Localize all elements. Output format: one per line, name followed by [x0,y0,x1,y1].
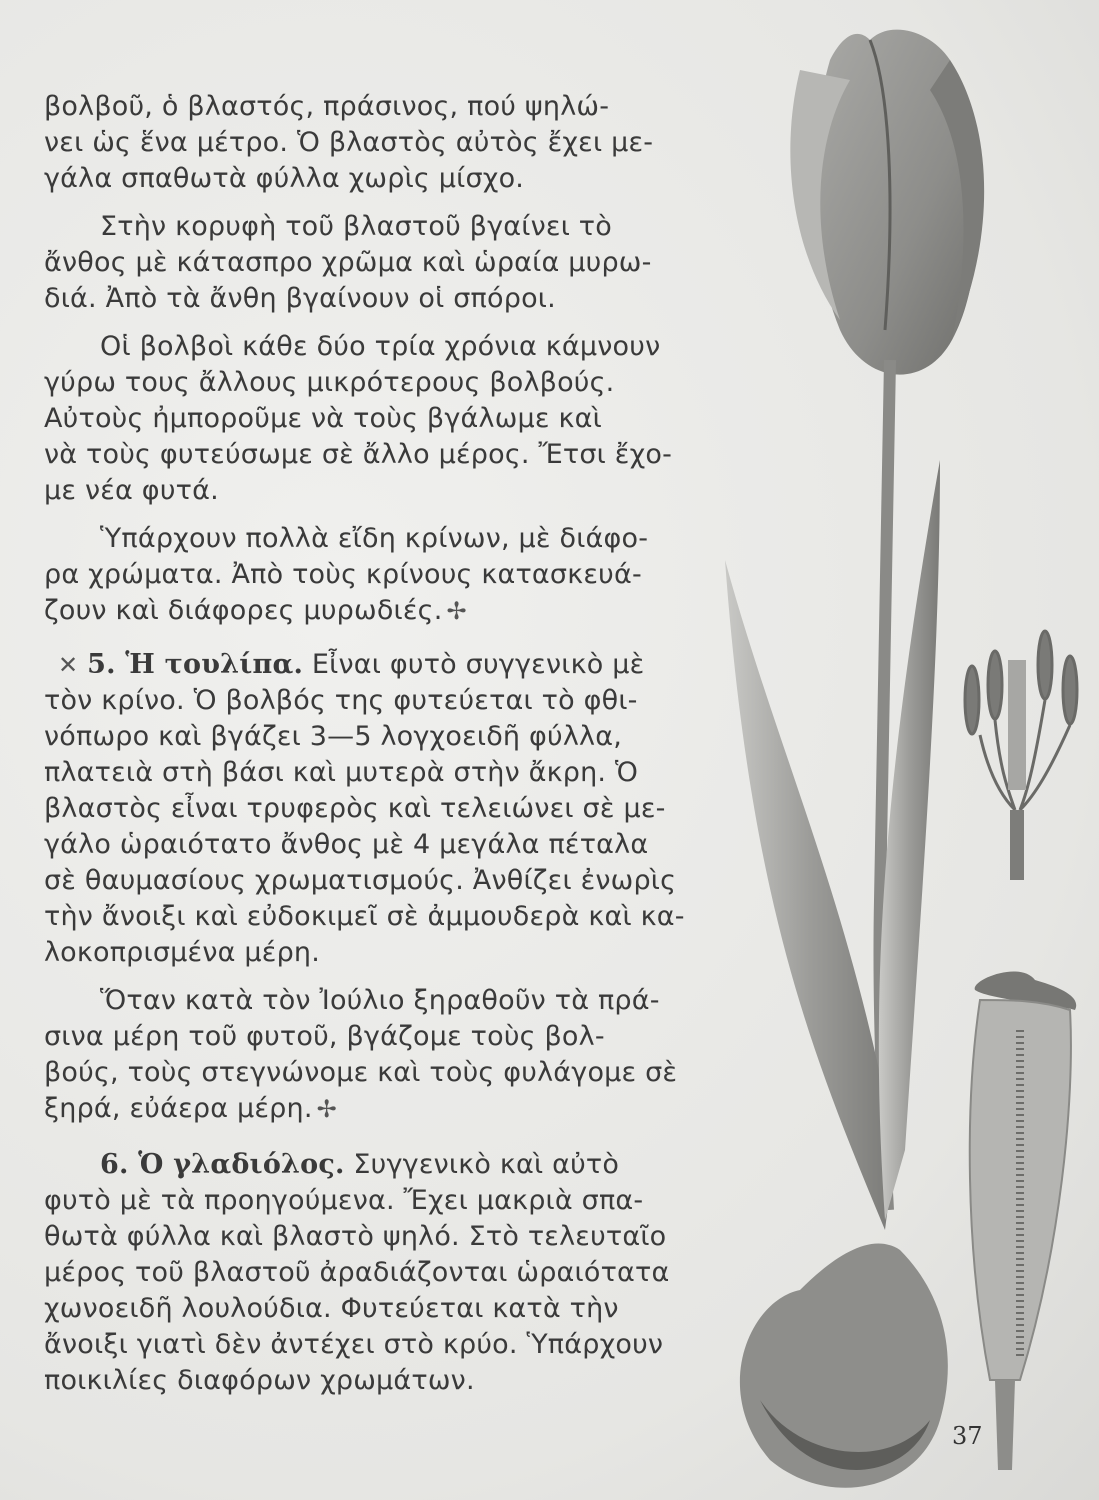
tulip-flower [790,30,984,375]
section-heading-line [100,1148,619,1182]
tulip-pistil [970,971,1076,1470]
section-heading: 5. Ἡ τουλίπα. [87,649,304,680]
text-line: Οἱ βολβοὶ κάθε δύο τρία χρόνια κάμνουν [100,331,661,362]
pencil-mark-icon: ✢ [446,597,467,625]
text-line: Αὐτοὺς ἠμποροῦμε νὰ τοὺς βγάλωμε καὶ [44,403,602,434]
tulip-leaf-left [725,560,895,1230]
text-line: σὲ θαυμασίους χρωματισμούς. Ἀνθίζει ἐνωρὶς [44,865,677,896]
text-line-content: Εἶναι φυτὸ συγγενικὸ μὲ [311,649,645,680]
section-heading-line [54,648,644,682]
text-line: βλαστὸς εἶναι τρυφερὸς καὶ τελειώνει σὲ με- [44,793,666,824]
pencil-mark-icon: ✢ [316,1095,337,1123]
text-line: Ὅταν κατὰ τὸν Ἰούλιο ξηραθοῦν τὰ πρά- [100,985,660,1016]
text-line: τὴν ἄνοιξι καὶ εὐδοκιμεῖ σὲ ἀμμουδερὰ καὶ κα- [44,901,685,932]
text-line-content: ξηρά, εὐάερα μέρη. [44,1093,313,1124]
text-line: Στὴν κορυφὴ τοῦ βλαστοῦ βγαίνει τὸ [100,211,612,242]
text-line: βολβοῦ, ὁ βλαστός, πράσινος, πού ψηλώ- [44,91,610,122]
text-line: νει ὡς ἕνα μέτρο. Ὁ βλαστὸς αὐτὸς ἔχει με- [44,127,654,158]
text-line-content: ζουν καὶ διάφορες μυρωδιές. [44,595,443,626]
page-number: 37 [952,1422,983,1450]
tulip-illustration [690,0,1099,1500]
text-line: ρα χρώματα. Ἀπὸ τοὺς κρίνους κατασκευά- [44,559,642,590]
text-line: Ὑπάρχουν πολλὰ εἴδη κρίνων, μὲ διάφο- [100,523,649,554]
tulip-stamens [965,631,1077,880]
text-line: διά. Ἀπὸ τὰ ἄνθη βγαίνουν οἱ σπόροι. [44,283,556,314]
text-line-content: Συγγενικὸ καὶ αὐτὸ [353,1149,620,1180]
text-line: γάλο ὡραιότατο ἄνθος μὲ 4 μεγάλα πέταλα [44,829,649,860]
text-line: χωνοειδῆ λουλούδια. Φυτεύεται κατὰ τὴν [44,1293,619,1324]
text-line: νὰ τοὺς φυτεύσωμε σὲ ἄλλο μέρος. Ἔτσι ἔχο- [44,439,673,470]
text-line: ποικιλίες διαφόρων χρωμάτων. [44,1365,475,1396]
text-line: πλατειὰ στὴ βάσι καὶ μυτερὰ στὴν ἄκρη. Ὁ [44,757,639,788]
section-heading: 6. Ὁ γλαδιόλος. [100,1149,345,1180]
text-line: γάλα σπαθωτὰ φύλλα χωρὶς μίσχο. [44,163,525,194]
text-line: με νέα φυτά. [44,475,219,506]
text-line [44,594,467,628]
text-line: φυτὸ μὲ τὰ προηγούμενα. Ἔχει μακριὰ σπα- [44,1185,644,1216]
pencil-mark-icon: ✕ [58,651,79,679]
text-line: βούς, τοὺς στεγνώνομε καὶ τοὺς φυλάγομε σὲ [44,1057,678,1088]
text-line: γύρω τους ἄλλους μικρότερους βολβούς. [44,367,615,398]
text-line: τὸν κρίνο. Ὁ βολβός της φυτεύεται τὸ φθι- [44,685,638,716]
text-line: λοκοπρισμένα μέρη. [44,937,321,968]
text-line [44,1092,337,1126]
text-line: ἄνοιξι γιατὶ δὲν ἀντέχει στὸ κρύο. Ὑπάρχουν [44,1329,664,1360]
text-line: μέρος τοῦ βλαστοῦ ἀραδιάζονται ὡραιότατα [44,1257,670,1288]
text-line: θωτὰ φύλλα καὶ βλαστὸ ψηλό. Στὸ τελευταῖο [44,1221,667,1252]
text-line: ἄνθος μὲ κάτασπρο χρῶμα καὶ ὡραία μυρω- [44,247,652,278]
text-line: σινα μέρη τοῦ φυτοῦ, βγάζομε τοὺς βολ- [44,1021,605,1052]
text-line: νόπωρο καὶ βγάζει 3—5 λογχοειδῆ φύλλα, [44,721,622,752]
